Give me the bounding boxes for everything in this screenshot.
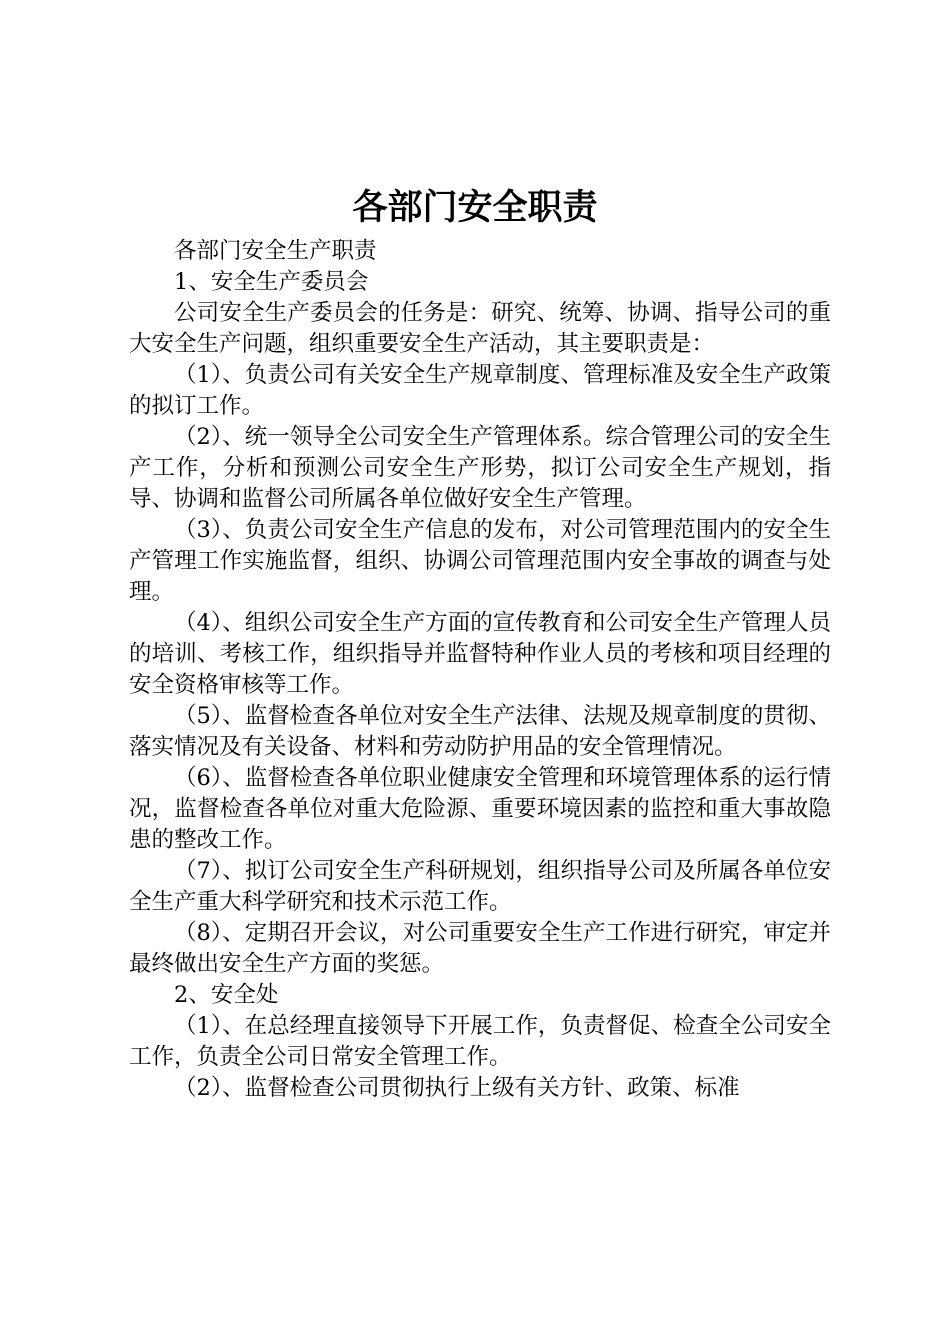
committee-duty-4: （4）、组织公司安全生产方面的宣传教育和公司安全生产管理人员的培训、考核工作，组织指导并监督特种作业人员的考核和项目经理的安全资格审核等工作。 xyxy=(129,610,831,698)
safety-office-duty-2: （2）、监督检查公司贯彻执行上级有关方针、政策、标准 xyxy=(174,1075,740,1101)
section-heading-main: 各部门安全生产职责 xyxy=(174,238,377,264)
section-heading-safety-office: 2、安全处 xyxy=(174,982,279,1008)
committee-duty-5: （5）、监督检查各单位对安全生产法律、法规及规章制度的贯彻、落实情况及有关设备、材料和劳动防护用品的安全管理情况。 xyxy=(129,703,831,760)
committee-duty-3: （3）、负责公司安全生产信息的发布，对公司管理范围内的安全生产管理工作实施监督，组织、协调公司管理范围内安全事故的调查与处理。 xyxy=(129,517,831,605)
committee-intro-paragraph: 公司安全生产委员会的任务是：研究、统筹、协调、指导公司的重大安全生产问题，组织重要安全生产活动，其主要职责是： xyxy=(129,300,831,357)
document-body xyxy=(129,236,831,1104)
committee-duty-2: （2）、统一领导全公司安全生产管理体系。综合管理公司的安全生产工作，分析和预测公司安全生产形势，拟订公司安全生产规划，指导、协调和监督公司所属各单位做好安全生产管理。 xyxy=(129,424,831,512)
committee-duty-7: （7）、拟订公司安全生产科研规划，组织指导公司及所属各单位安全生产重大科学研究和技术示范工作。 xyxy=(129,858,831,915)
safety-office-duty-1: （1）、在总经理直接领导下开展工作，负责督促、检查全公司安全工作，负责全公司日常安全管理工作。 xyxy=(129,1013,831,1070)
committee-duty-6: （6）、监督检查各单位职业健康安全管理和环境管理体系的运行情况，监督检查各单位对重大危险源、重要环境因素的监控和重大事故隐患的整改工作。 xyxy=(129,765,831,853)
committee-duty-8: （8）、定期召开会议，对公司重要安全生产工作进行研究，审定并最终做出安全生产方面的奖惩。 xyxy=(129,920,831,977)
section-heading-committee: 1、安全生产委员会 xyxy=(174,269,369,295)
document-title: 各部门安全职责 xyxy=(352,187,598,228)
committee-duty-1: （1）、负责公司有关安全生产规章制度、管理标准及安全生产政策的拟订工作。 xyxy=(129,362,831,419)
